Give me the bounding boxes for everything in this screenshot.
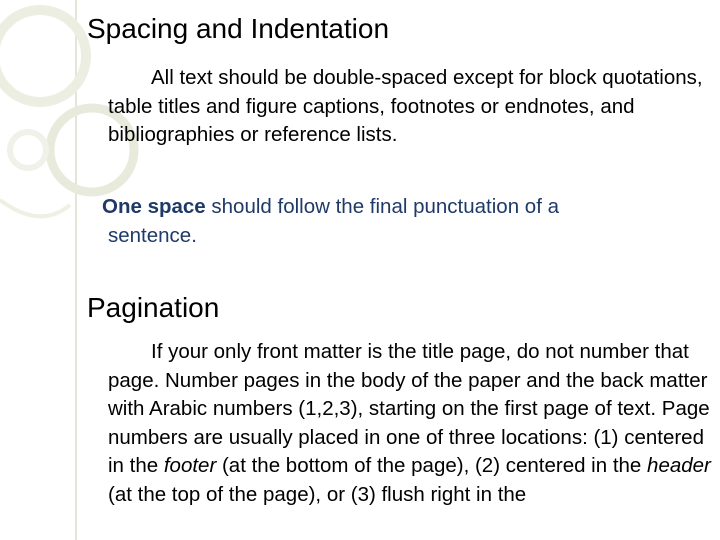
heading-spacing-indentation: Spacing and Indentation: [87, 13, 390, 44]
one-space-lead: One space: [102, 195, 206, 218]
one-space-rest: should follow the final punctuation of a: [205, 195, 559, 218]
pagination-text-2: (at the bottom of the page), (2) centered in the: [216, 454, 648, 477]
paragraph-pagination: [108, 338, 716, 509]
pagination-text-1: If your only front matter is the title page, do not number that page. Number pages in the body of the paper and the back matter with Arabic numbers (1,2,3), starting on the first page of text. Page numbers are usually placed in one of three locations: (1) centered in the: [108, 340, 710, 477]
pagination-footer-word: footer: [163, 454, 217, 477]
pagination-header-word: header: [647, 454, 711, 477]
one-space-line-2: sentence.: [108, 223, 197, 247]
paragraph-double-spacing: All text should be double-spaced except for block quotations, table titles and figure captions, footnotes or endnotes, and bibliographies or reference lists.: [108, 66, 703, 146]
one-space-line-1: [102, 193, 662, 222]
pagination-text-3: (at the top of the page), or (3) flush right in the: [108, 482, 527, 506]
heading-pagination: Pagination: [87, 292, 220, 323]
paragraph-one-space: [102, 193, 662, 250]
